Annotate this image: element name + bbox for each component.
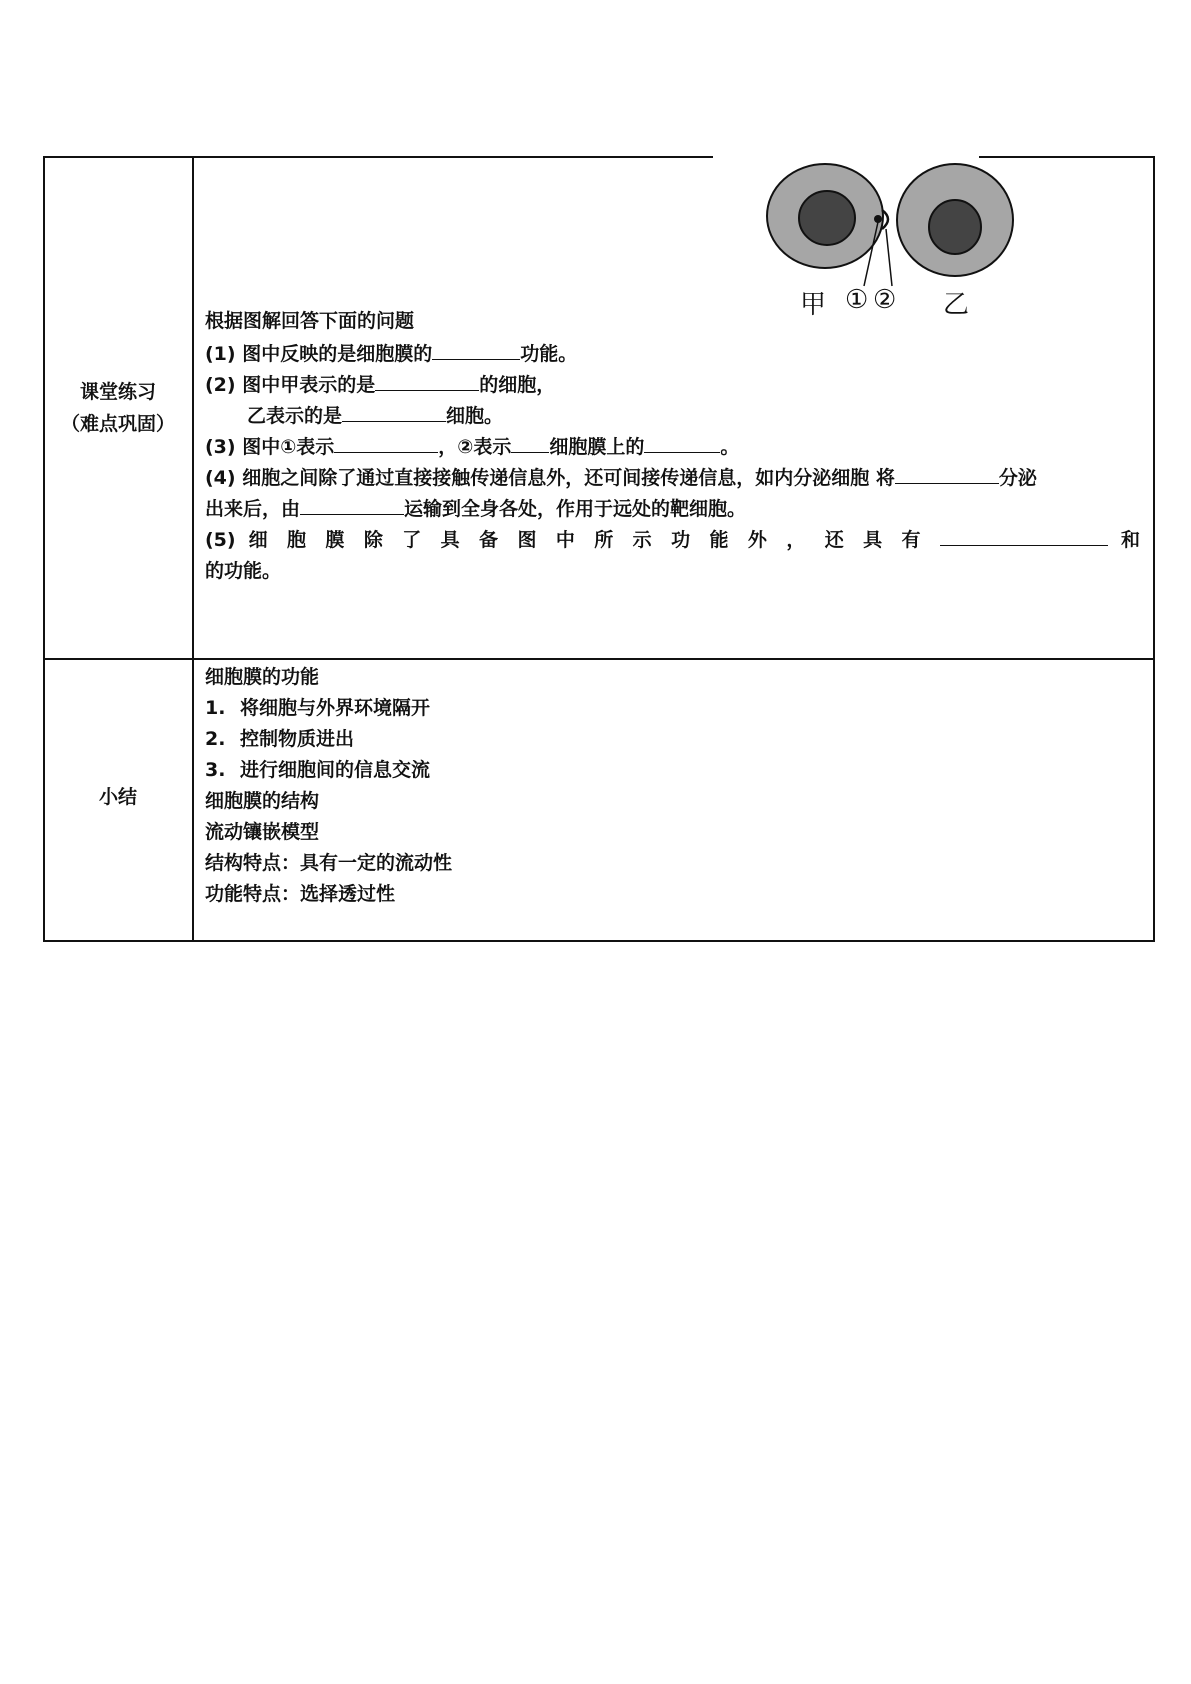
question-4-text: (4) 细胞之间除了通过直接接触传递信息外，还可间接传递信息，如内分泌细胞 将 [205,467,895,489]
table-row-divider [43,658,1155,660]
summary-heading-function: 细胞膜的功能 [205,666,320,688]
exercise-label-title: 课堂练习 [79,381,156,403]
exercise-label-subtitle: （难点巩固） [60,413,175,435]
question-2-suffix: 的细胞， [479,374,556,396]
summary-label: 小结 [98,786,137,808]
summary-content [205,662,452,910]
question-3-text: (3) 图中①表示 [205,436,335,458]
question-3-end: 。 [720,436,740,458]
answer-blank-q2a[interactable] [375,370,479,391]
exercise-intro: 根据图解回答下面的问题 [205,310,415,332]
label-2: ② [873,285,897,315]
answer-blank-q2b[interactable] [342,401,446,422]
question-2 [205,370,1140,401]
question-5 [205,525,1140,556]
question-1-suffix: 功能。 [520,343,578,365]
summary-function-feature: 功能特点：选择透过性 [205,883,396,905]
question-5-text: (5) 细 胞 膜 除 了 具 备 图 中 所 示 功 能 外 ， 还 具 有 [205,529,927,551]
summary-model: 流动镶嵌模型 [205,821,320,843]
summary-item-number: 2. [205,728,226,750]
question-4-cont-text: 出来后，由 [205,498,301,520]
summary-item-number: 3. [205,759,226,781]
question-2-text: (2) 图中甲表示的是 [205,374,376,396]
label-1: ① [845,285,869,315]
answer-blank-q1[interactable] [432,339,520,360]
cell-signaling-diagram [753,156,1033,331]
summary-item-1 [205,693,452,724]
question-5-suffix: 和 [1120,529,1140,551]
answer-blank-q3a[interactable] [334,432,438,453]
question-4 [205,463,1140,494]
summary-item-3 [205,755,452,786]
summary-heading-structure: 细胞膜的结构 [205,790,320,812]
question-2-cont-suffix: 细胞。 [446,405,504,427]
question-1 [205,339,1140,370]
lesson-table [43,156,1155,942]
table-left-border [43,156,45,942]
signal-molecule [874,215,882,223]
answer-blank-q4b[interactable] [300,494,404,515]
table-top-border-left [43,156,713,158]
question-4-cont [205,494,1140,525]
summary-item-text: 进行细胞间的信息交流 [240,759,431,781]
summary-item-text: 控制物质进出 [240,728,355,750]
exercise-label [43,376,193,440]
question-2-cont [205,401,1140,432]
table-bottom-border [43,940,1155,942]
answer-blank-q5[interactable] [940,525,1108,546]
label-jia: 甲 [800,290,827,320]
table-right-border [1153,156,1155,942]
nucleus-yi [929,200,981,254]
nucleus-jia [799,191,855,245]
label-yi: 乙 [943,290,970,320]
question-3-mid: ，②表示 [438,436,512,458]
summary-item-text: 将细胞与外界环境隔开 [240,697,431,719]
summary-structure-feature: 结构特点：具有一定的流动性 [205,852,453,874]
table-column-divider [192,156,194,942]
exercise-content [205,306,1140,587]
question-4-cont-suffix: 运输到全身各处，作用于远处的靶细胞。 [404,498,747,520]
question-2-cont-text: 乙表示的是 [247,405,343,427]
answer-blank-q3c[interactable] [644,432,720,453]
question-1-text: (1) 图中反映的是细胞膜的 [205,343,433,365]
answer-blank-q3b[interactable] [511,432,549,453]
summary-item-number: 1. [205,697,226,719]
pointer-line-2 [886,229,892,286]
answer-blank-q4a[interactable] [895,463,999,484]
summary-item-2 [205,724,452,755]
question-3-mid2: 细胞膜上的 [549,436,645,458]
question-5-cont: 的功能。 [205,560,282,582]
question-4-suffix: 分泌 [998,467,1037,489]
question-3 [205,432,1140,463]
